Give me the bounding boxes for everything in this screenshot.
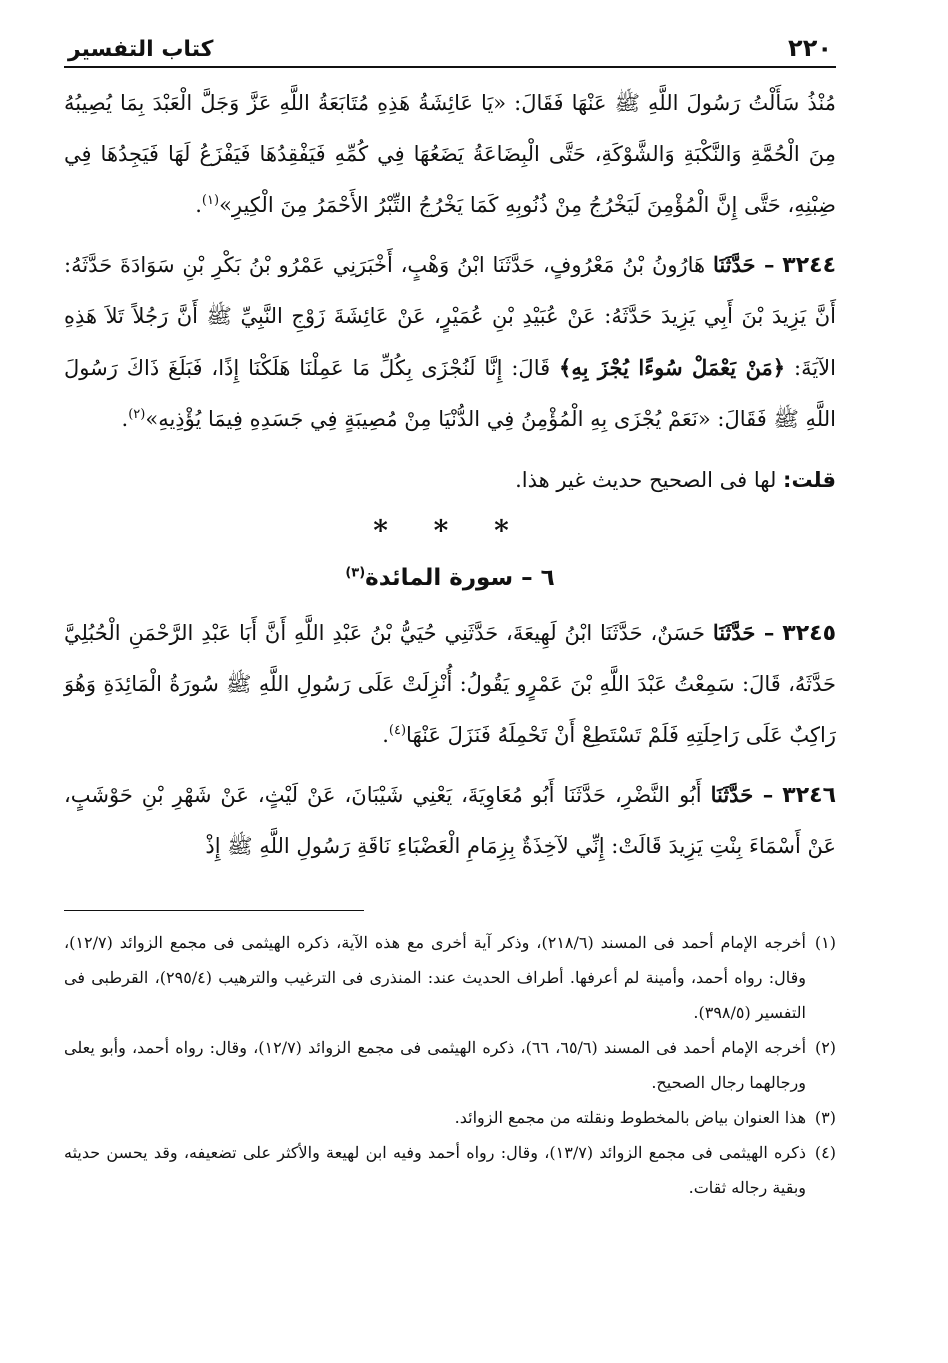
author-note-label: قلت:	[783, 468, 836, 492]
footnote	[64, 1030, 836, 1100]
hadith-number: ٣٢٤٦	[782, 783, 836, 808]
footnote-text: هذا العنوان بياض بالمخطوط ونقلته من مجمع الزوائد.	[454, 1108, 806, 1127]
footnote-text: ذكره الهيثمى فى مجمع الزوائد (١٣/٧)، وقال: رواه أحمد وفيه ابن لهيعة والأكثر على تضعيفه، وقد يحسن حديثه وبقية رجاله ثقات.	[64, 1143, 806, 1197]
hadith-lead: – حَدَّثَنَا	[710, 782, 774, 807]
page-number: ٢٢٠	[788, 34, 832, 62]
footnote-number: (٢)	[814, 1038, 837, 1057]
hadith-3246	[64, 769, 836, 872]
chapter-heading	[64, 553, 836, 603]
hadith-3245: ٣٢٤٥ – حَدَّثَنَا حَسَنٌ، حَدَّثَنَا ابْنُ لَهِيعَةَ، حَدَّثَنِي حُيَيُّ بْنُ عَبْدِ اللَّهِ أَنَّ أَبَا عَبْدِ الرَّحْمَنِ الْحُبُلِيَّ حَدَّثَهُ، قَالَ: سَمِعْتُ عَبْدَ اللَّهِ بْنَ عَمْرٍو يَقُولُ: أُنْزِلَتْ عَلَى رَسُولِ اللَّهِ ﷺ سُورَةُ الْمَائِدَةِ وَهُوَ رَاكِبٌ عَلَى رَاحِلَتِهِ فَلَمْ تَسْتَطِعْ أَنْ تَحْمِلَهُ فَنَزَلَ عَنْهَا$^{(٤)}$.	[64, 620, 836, 747]
footnote	[64, 925, 836, 1030]
book-page	[64, 22, 836, 1342]
footnote-ref: (٢)	[128, 407, 146, 422]
book-title: كتاب التفسير	[68, 37, 214, 62]
quran-verse: ﴿مَنْ يَعْمَلْ سُوءًا يُجْزَ بِهِ﴾	[559, 355, 786, 380]
paragraph-continuation: مُنْذُ سَأَلْتُ رَسُولَ اللَّهِ ﷺ عَنْهَا فَقَالَ: «يَا عَائِشَةُ هَذِهِ مُتَابَعَةُ اللَّهِ عَزَّ وَجَلَّ الْعَبْدَ بِمَا يُصِيبُهُ مِنَ الْحُمَّةِ وَالنَّكْبَةِ وَالشَّوْكَةِ، حَتَّى الْبِضَاعَةُ يَضَعُهَا فِي كُمِّهِ فَيَفْقِدُهَا فَيَفْزَعُ لَهَا فَيَجِدُهَا فِي ضِبْنِهِ، حَتَّى إِنَّ الْمُؤْمِنَ لَيَخْرُجُ مِنْ ذُنُوبِهِ كَمَا يَخْرُجُ التِّبْرُ الأَحْمَرُ مِنَ الْكِيرِ»$^{(١)}$.	[64, 91, 836, 217]
chapter-title: ٦ – سورة المائدة	[365, 565, 555, 591]
hadith-lead: – حَدَّثَنَا	[712, 620, 775, 645]
footnote-number: (١)	[814, 933, 837, 952]
footnote-text: أخرجه الإمام أحمد فى المسند (٢١٨/٦)، وذكر آية أخرى مع هذه الآية، ذكره الهيثمى فى مجمع الزوائد (١٢/٧)، وقال: رواه أحمد، وأمينة لم أعرفها. أطراف الحديث عند: المنذرى فى الترغيب والترهيب (٢٩٥/٤)، القرطبى فى التفسير (٣٩٨/٥).	[64, 933, 807, 1022]
section-divider: * * *	[373, 514, 527, 547]
footnote	[64, 1135, 836, 1205]
page-header	[64, 22, 836, 68]
footnote-ref: (٤)	[388, 723, 407, 738]
footnote-number: (٣)	[814, 1108, 836, 1127]
hadith-lead: – حَدَّثَنَا	[712, 252, 775, 277]
hadith-text: حَسَنٌ، حَدَّثَنَا ابْنُ لَهِيعَةَ، حَدَّثَنِي حُيَيُّ بْنُ عَبْدِ اللَّهِ أَنَّ أَبَا عَبْدِ الرَّحْمَنِ الْحُبُلِيَّ حَدَّثَهُ، قَالَ: سَمِعْتُ عَبْدَ اللَّهِ بْنَ عَمْرٍو يَقُولُ: أُنْزِلَتْ عَلَى رَسُولِ اللَّهِ ﷺ سُورَةُ الْمَائِدَةِ وَهُوَ رَاكِبٌ عَلَى رَاحِلَتِهِ فَلَمْ تَسْتَطِعْ أَنْ تَحْمِلَهُ فَنَزَلَ عَنْهَا	[64, 621, 836, 747]
footnote-number: (٤)	[814, 1143, 836, 1162]
hadith-number: ٣٢٤٤	[782, 253, 836, 278]
hadith-text: هَارُونُ بْنُ مَعْرُوفٍ، حَدَّثَنَا ابْنُ وَهْبٍ، أَخْبَرَنِي عَمْرُو بْنُ بَكْرِ بْنِ سَوَادَةَ حَدَّثَهُ: أَنَّ يَزِيدَ بْنَ أَبِي يَزِيدَ حَدَّثَهُ: عَنْ عُبَيْدِ بْنِ عُمَيْرٍ، عَنْ عَائِشَةَ زَوْجِ النَّبِيِّ ﷺ أَنَّ رَجُلاً تَلاَ هَذِهِ الآيَةَ:	[64, 253, 836, 380]
hadith-3244: ٣٢٤٤ – حَدَّثَنَا هَارُونُ بْنُ مَعْرُوفٍ، حَدَّثَنَا ابْنُ وَهْبٍ، أَخْبَرَنِي عَمْرُو بْنُ بَكْرِ بْنِ سَوَادَةَ حَدَّثَهُ: أَنَّ يَزِيدَ بْنَ أَبِي يَزِيدَ حَدَّثَهُ: عَنْ عُبَيْدِ بْنِ عُمَيْرٍ، عَنْ عَائِشَةَ زَوْجِ النَّبِيِّ ﷺ أَنَّ رَجُلاً تَلاَ هَذِهِ الآيَةَ: ﴿مَنْ يَعْمَلْ سُوءًا يُجْزَ بِهِ﴾ قَالَ: إِنَّا لَنُجْزَى بِكُلِّ مَا عَمِلْنَا هَلَكْنَا إِذًا، فَبَلَغَ ذَاكَ رَسُولَ اللَّهِ ﷺ فَقَالَ: «نَعَمْ يُجْزَى بِهِ الْمُؤْمِنُ فِي الدُّنْيَا مِنْ مُصِيبَةٍ فِي جَسَدِهِ فِيمَا يُؤْذِيهِ»$^{(٢)}$.	[64, 252, 836, 431]
paragraph-text: مُنْذُ سَأَلْتُ رَسُولَ اللَّهِ ﷺ عَنْهَا فَقَالَ: «يَا عَائِشَةُ هَذِهِ مُتَابَعَةُ اللَّهِ عَزَّ وَجَلَّ الْعَبْدَ بِمَا يُصِيبُهُ مِنَ الْحُمَّةِ وَالنَّكْبَةِ وَالشَّوْكَةِ، حَتَّى الْبِضَاعَةُ يَضَعُهَا فِي كُمِّهِ فَيَفْقِدُهَا فَيَفْزَعُ لَهَا فَيَجِدُهَا فِي ضِبْنِهِ، حَتَّى إِنَّ الْمُؤْمِنَ لَيَخْرُجُ مِنْ ذُنُوبِهِ كَمَا يَخْرُجُ التِّبْرُ الأَحْمَرُ مِنَ الْكِيرِ»	[64, 91, 836, 217]
author-note-text: لها فى الصحيح حديث غير هذا.	[515, 468, 777, 492]
footnote	[64, 1100, 836, 1135]
footnote-ref: (١)	[201, 193, 220, 208]
hadith-text: أَبُو النَّضْرِ، حَدَّثَنَا أَبُو مُعَاوِيَةَ، يَعْنِي شَيْبَانَ، عَنْ لَيْثٍ، عَنْ شَهْرِ بْنِ حَوْشَبٍ، عَنْ أَسْمَاءَ بِنْتِ يَزِيدَ قَالَتْ: إِنِّي لآخِذَةٌ بِزِمَامِ الْعَضْبَاءِ نَاقَةِ رَسُولِ اللَّهِ ﷺ إِذْ	[64, 783, 836, 858]
footnote-ref: (٣)	[345, 565, 366, 581]
hadith-text: قَالَ: إِنَّا لَنُجْزَى بِكُلِّ مَا عَمِلْنَا هَلَكْنَا إِذًا، فَبَلَغَ ذَاكَ رَسُولَ اللَّهِ ﷺ فَقَالَ: «نَعَمْ يُجْزَى بِهِ الْمُؤْمِنُ فِي الدُّنْيَا مِنْ مُصِيبَةٍ فِي جَسَدِهِ فِيمَا يُؤْذِيهِ»	[64, 356, 836, 431]
hadith-number: ٣٢٤٥	[782, 621, 836, 646]
footnotes-divider	[64, 910, 364, 911]
footnotes	[64, 925, 836, 1205]
footnote-text: أخرجه الإمام أحمد فى المسند (٦٥/٦، ٦٦)، ذكره الهيثمى فى مجمع الزوائد (١٢/٧)، وقال: رواه أحمد، وأبو يعلى ورجالهما رجال الصحيح.	[64, 1038, 807, 1092]
main-text	[64, 78, 836, 872]
author-note	[64, 455, 836, 505]
